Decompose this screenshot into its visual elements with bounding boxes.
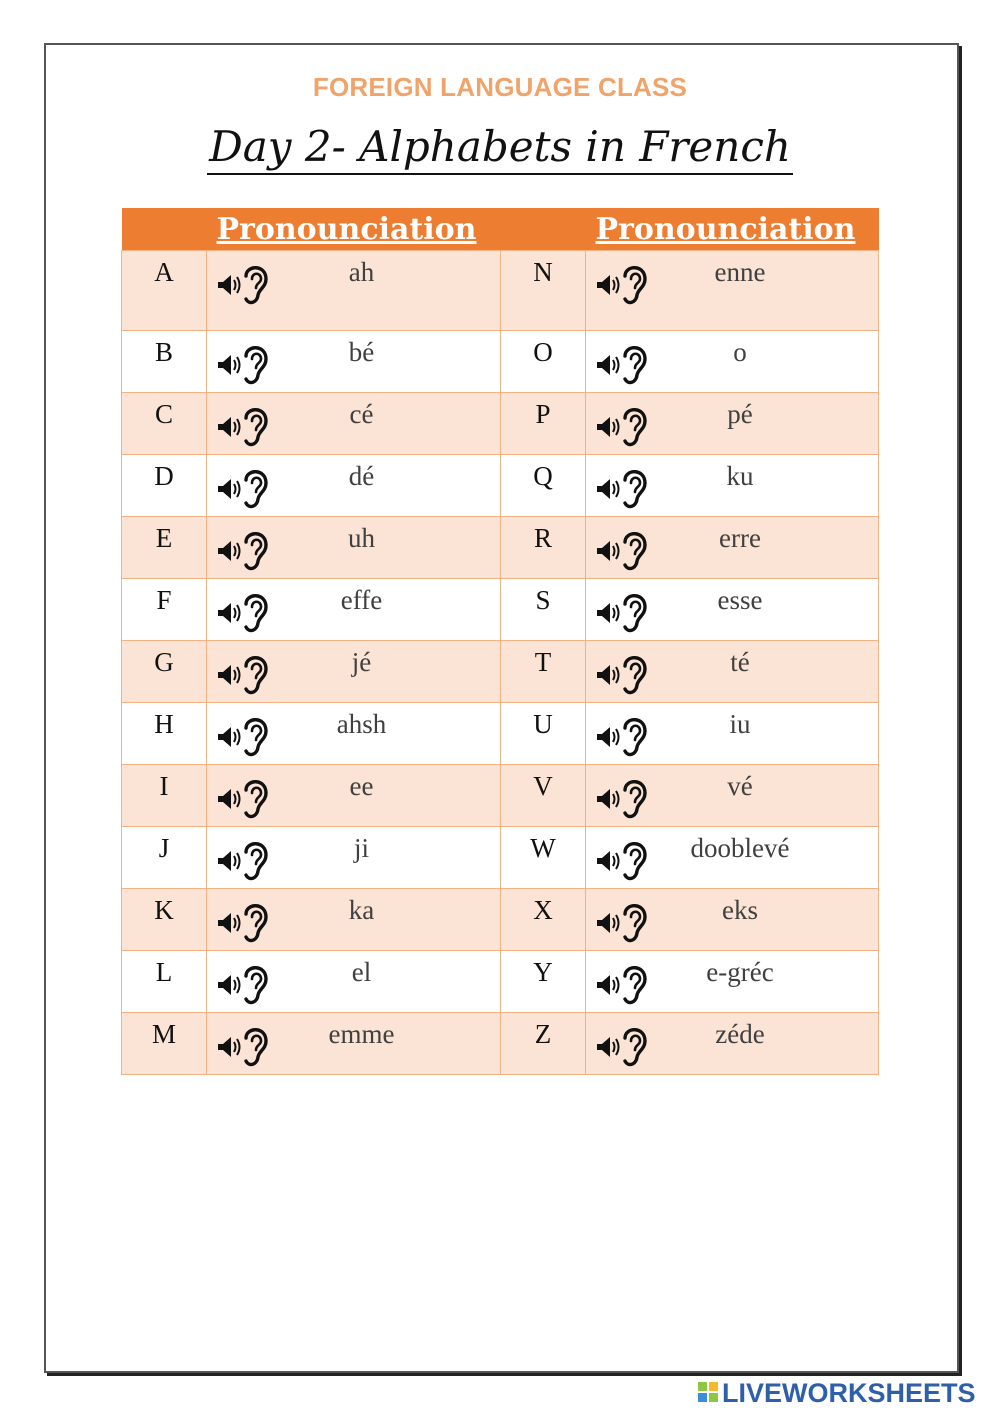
pronunciation-text: bé — [348, 337, 375, 367]
pronunciation-text: vé — [727, 771, 753, 801]
table-row — [122, 703, 879, 765]
watermark-text: LIVEWORKSHEETS — [722, 1378, 976, 1406]
pronunciation-text: dé — [348, 461, 375, 491]
pronunciation-text: zéde — [715, 1019, 765, 1049]
logo-square-green-2 — [709, 1393, 718, 1402]
letter-cell: P — [501, 393, 586, 455]
pronunciation-text: el — [351, 957, 372, 987]
table-row — [122, 889, 879, 951]
letter-cell: X — [501, 889, 586, 951]
pronunciation-cell — [207, 703, 501, 765]
pronunciation-text: effe — [340, 585, 383, 615]
letter-cell: K — [122, 889, 207, 951]
letter-cell: J — [122, 827, 207, 889]
pronunciation-cell — [586, 331, 879, 393]
letter-cell: W — [501, 827, 586, 889]
pronunciation-text: emme — [328, 1019, 395, 1049]
pronunciation-cell — [207, 393, 501, 455]
table-row — [122, 951, 879, 1013]
pronunciation-cell — [586, 251, 879, 331]
header-letter-right — [501, 208, 586, 251]
pronunciation-cell — [586, 1013, 879, 1075]
pronunciation-text: eks — [722, 895, 758, 925]
pronunciation-cell — [586, 393, 879, 455]
pronunciation-cell — [207, 517, 501, 579]
page-title — [0, 122, 1000, 171]
course-title: FOREIGN LANGUAGE CLASS — [312, 72, 688, 102]
pronunciation-text: ka — [348, 895, 375, 925]
pronunciation-cell — [207, 251, 501, 331]
pronunciation-cell — [207, 951, 501, 1013]
pronunciation-cell — [207, 1013, 501, 1075]
table-row — [122, 827, 879, 889]
pronunciation-cell — [207, 765, 501, 827]
table-row — [122, 251, 879, 331]
day-title-text: Day 2- Alphabets in French — [207, 122, 793, 175]
pronunciation-cell — [207, 331, 501, 393]
letter-cell: Y — [501, 951, 586, 1013]
letter-cell: N — [501, 251, 586, 331]
pronunciation-text: enne — [714, 257, 766, 287]
pronunciation-cell — [586, 579, 879, 641]
letter-cell: U — [501, 703, 586, 765]
table-row — [122, 517, 879, 579]
letter-cell: A — [122, 251, 207, 331]
letter-cell: Q — [501, 455, 586, 517]
pronunciation-cell — [586, 517, 879, 579]
alphabet-table — [121, 208, 879, 1075]
letter-cell: F — [122, 579, 207, 641]
pronunciation-text: cé — [349, 399, 374, 429]
letter-cell: M — [122, 1013, 207, 1075]
table-row — [122, 641, 879, 703]
table-row — [122, 393, 879, 455]
pronunciation-text: ji — [353, 833, 369, 863]
header-letter-left — [122, 208, 207, 251]
letter-cell: G — [122, 641, 207, 703]
letter-cell: T — [501, 641, 586, 703]
pronunciation-cell — [207, 641, 501, 703]
pronunciation-text: esse — [717, 585, 763, 615]
letter-cell: L — [122, 951, 207, 1013]
pronunciation-text: erre — [719, 523, 761, 553]
letter-cell: V — [501, 765, 586, 827]
pronunciation-text: té — [730, 647, 750, 677]
pronunciation-cell — [207, 579, 501, 641]
letter-cell: B — [122, 331, 207, 393]
pronunciation-text: ah — [348, 257, 375, 287]
table-row — [122, 579, 879, 641]
table-row — [122, 765, 879, 827]
pronunciation-cell — [207, 827, 501, 889]
letter-cell: H — [122, 703, 207, 765]
liveworksheets-watermark — [696, 1378, 996, 1406]
pronunciation-cell — [586, 827, 879, 889]
letter-cell: S — [501, 579, 586, 641]
letter-cell: R — [501, 517, 586, 579]
letter-cell: O — [501, 331, 586, 393]
pronunciation-text: ee — [349, 771, 374, 801]
table-row — [122, 455, 879, 517]
header-pronunciation-left: Pronounciation — [207, 208, 501, 251]
pronunciation-cell — [586, 889, 879, 951]
pronunciation-text: iu — [729, 709, 751, 739]
pronunciation-cell — [586, 455, 879, 517]
logo-square-blue — [698, 1393, 707, 1402]
pronunciation-text: dooblevé — [690, 833, 790, 863]
letter-cell: I — [122, 765, 207, 827]
letter-cell: C — [122, 393, 207, 455]
logo-square-green — [698, 1382, 707, 1391]
table-header-row — [122, 208, 879, 251]
pronunciation-cell — [207, 455, 501, 517]
pronunciation-cell — [586, 951, 879, 1013]
letter-cell: D — [122, 455, 207, 517]
pronunciation-cell — [586, 641, 879, 703]
pronunciation-text: o — [733, 337, 747, 367]
pronunciation-text: uh — [348, 523, 375, 553]
pronunciation-cell — [207, 889, 501, 951]
letter-cell: Z — [501, 1013, 586, 1075]
pronunciation-cell — [586, 703, 879, 765]
pronunciation-cell — [586, 765, 879, 827]
pronunciation-text: e-gréc — [706, 957, 774, 987]
letter-cell: E — [122, 517, 207, 579]
pronunciation-text: ku — [726, 461, 754, 491]
pronunciation-text: jé — [351, 647, 372, 677]
table-row — [122, 331, 879, 393]
table-row — [122, 1013, 879, 1075]
pronunciation-text: ahsh — [336, 709, 387, 739]
pronunciation-text: pé — [727, 399, 753, 429]
logo-square-yellow — [709, 1382, 718, 1391]
alphabet-table-body — [122, 251, 879, 1075]
header-pronunciation-right: Pronounciation — [586, 208, 879, 251]
